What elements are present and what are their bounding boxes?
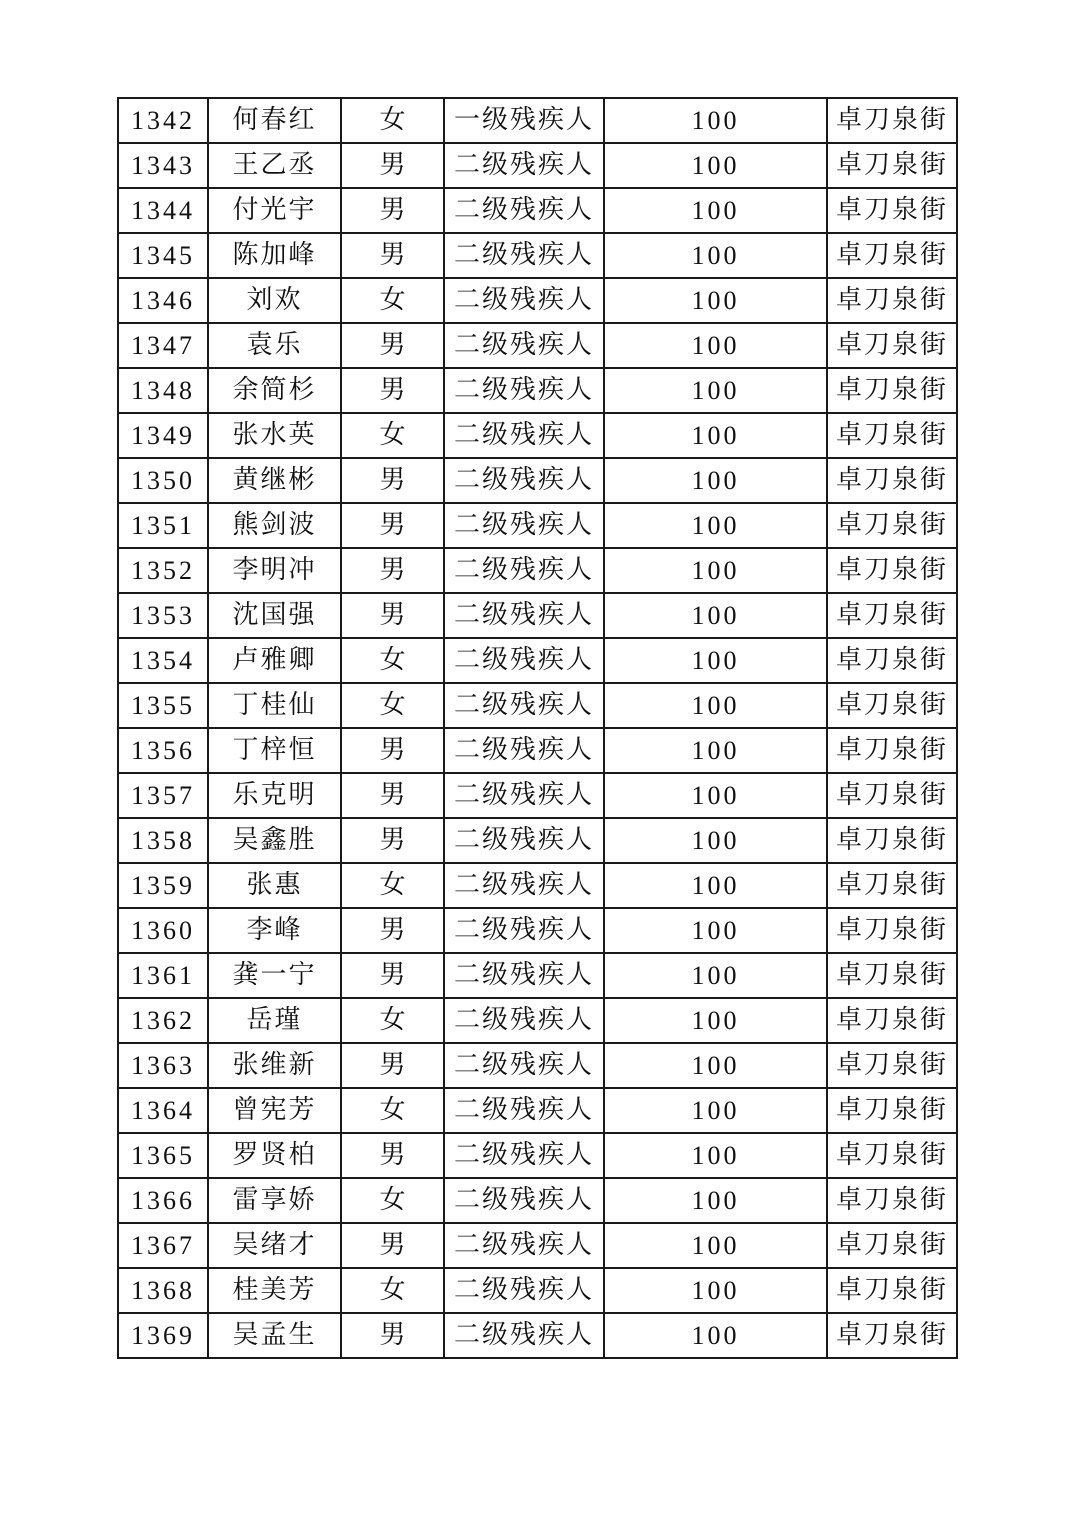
name-cell: 曾宪芳	[208, 1088, 341, 1133]
disability-grade-cell: 二级残疾人	[444, 368, 604, 413]
gender-cell: 男	[341, 1313, 444, 1358]
amount-cell: 100	[604, 323, 827, 368]
disability-grade-cell: 二级残疾人	[444, 188, 604, 233]
street-cell: 卓刀泉街	[827, 323, 957, 368]
disability-grade-cell: 二级残疾人	[444, 998, 604, 1043]
table-row	[118, 728, 957, 773]
disability-grade-cell: 二级残疾人	[444, 1043, 604, 1088]
name-cell: 李明冲	[208, 548, 341, 593]
amount-cell: 100	[604, 503, 827, 548]
amount-cell: 100	[604, 593, 827, 638]
serial-number-cell: 1347	[118, 323, 208, 368]
gender-cell: 女	[341, 1088, 444, 1133]
name-cell: 张维新	[208, 1043, 341, 1088]
disability-grade-cell: 二级残疾人	[444, 458, 604, 503]
street-cell: 卓刀泉街	[827, 1313, 957, 1358]
disability-grade-cell: 二级残疾人	[444, 1313, 604, 1358]
serial-number-cell: 1362	[118, 998, 208, 1043]
gender-cell: 女	[341, 1268, 444, 1313]
gender-cell: 女	[341, 998, 444, 1043]
street-cell: 卓刀泉街	[827, 1178, 957, 1223]
serial-number-cell: 1366	[118, 1178, 208, 1223]
name-cell: 袁乐	[208, 323, 341, 368]
disability-grade-cell: 二级残疾人	[444, 548, 604, 593]
serial-number-cell: 1352	[118, 548, 208, 593]
name-cell: 卢雅卿	[208, 638, 341, 683]
serial-number-cell: 1368	[118, 1268, 208, 1313]
street-cell: 卓刀泉街	[827, 728, 957, 773]
amount-cell: 100	[604, 1088, 827, 1133]
serial-number-cell: 1358	[118, 818, 208, 863]
amount-cell: 100	[604, 818, 827, 863]
gender-cell: 男	[341, 593, 444, 638]
table-row	[118, 233, 957, 278]
serial-number-cell: 1345	[118, 233, 208, 278]
serial-number-cell: 1359	[118, 863, 208, 908]
disability-grade-cell: 二级残疾人	[444, 1268, 604, 1313]
name-cell: 刘欢	[208, 278, 341, 323]
street-cell: 卓刀泉街	[827, 233, 957, 278]
disability-grade-cell: 二级残疾人	[444, 413, 604, 458]
roster-table-body	[118, 98, 957, 1358]
table-row	[118, 548, 957, 593]
street-cell: 卓刀泉街	[827, 1088, 957, 1133]
serial-number-cell: 1365	[118, 1133, 208, 1178]
gender-cell: 男	[341, 368, 444, 413]
disability-grade-cell: 二级残疾人	[444, 278, 604, 323]
street-cell: 卓刀泉街	[827, 143, 957, 188]
street-cell: 卓刀泉街	[827, 908, 957, 953]
gender-cell: 男	[341, 548, 444, 593]
amount-cell: 100	[604, 1223, 827, 1268]
serial-number-cell: 1353	[118, 593, 208, 638]
name-cell: 黄继彬	[208, 458, 341, 503]
name-cell: 岳瑾	[208, 998, 341, 1043]
street-cell: 卓刀泉街	[827, 638, 957, 683]
serial-number-cell: 1361	[118, 953, 208, 998]
amount-cell: 100	[604, 98, 827, 143]
table-row	[118, 593, 957, 638]
serial-number-cell: 1357	[118, 773, 208, 818]
disability-grade-cell: 二级残疾人	[444, 863, 604, 908]
street-cell: 卓刀泉街	[827, 458, 957, 503]
disability-grade-cell: 二级残疾人	[444, 593, 604, 638]
street-cell: 卓刀泉街	[827, 773, 957, 818]
gender-cell: 男	[341, 818, 444, 863]
name-cell: 龚一宁	[208, 953, 341, 998]
street-cell: 卓刀泉街	[827, 278, 957, 323]
gender-cell: 男	[341, 1223, 444, 1268]
street-cell: 卓刀泉街	[827, 1268, 957, 1313]
name-cell: 王乙丞	[208, 143, 341, 188]
table-row	[118, 638, 957, 683]
name-cell: 陈加峰	[208, 233, 341, 278]
table-row	[118, 188, 957, 233]
serial-number-cell: 1348	[118, 368, 208, 413]
disability-grade-cell: 二级残疾人	[444, 908, 604, 953]
name-cell: 丁桂仙	[208, 683, 341, 728]
disability-grade-cell: 二级残疾人	[444, 728, 604, 773]
disability-grade-cell: 二级残疾人	[444, 233, 604, 278]
table-row	[118, 1133, 957, 1178]
name-cell: 吴绪才	[208, 1223, 341, 1268]
table-row	[118, 143, 957, 188]
gender-cell: 男	[341, 1043, 444, 1088]
street-cell: 卓刀泉街	[827, 1043, 957, 1088]
gender-cell: 男	[341, 773, 444, 818]
street-cell: 卓刀泉街	[827, 593, 957, 638]
serial-number-cell: 1351	[118, 503, 208, 548]
disability-grade-cell: 二级残疾人	[444, 1178, 604, 1223]
street-cell: 卓刀泉街	[827, 368, 957, 413]
table-row	[118, 1178, 957, 1223]
gender-cell: 女	[341, 1178, 444, 1223]
table-row	[118, 1268, 957, 1313]
street-cell: 卓刀泉街	[827, 548, 957, 593]
gender-cell: 男	[341, 143, 444, 188]
amount-cell: 100	[604, 278, 827, 323]
street-cell: 卓刀泉街	[827, 1223, 957, 1268]
name-cell: 吴鑫胜	[208, 818, 341, 863]
amount-cell: 100	[604, 998, 827, 1043]
amount-cell: 100	[604, 1268, 827, 1313]
disability-grade-cell: 二级残疾人	[444, 818, 604, 863]
serial-number-cell: 1343	[118, 143, 208, 188]
serial-number-cell: 1344	[118, 188, 208, 233]
gender-cell: 女	[341, 638, 444, 683]
gender-cell: 女	[341, 863, 444, 908]
name-cell: 付光宇	[208, 188, 341, 233]
name-cell: 桂美芳	[208, 1268, 341, 1313]
amount-cell: 100	[604, 728, 827, 773]
amount-cell: 100	[604, 1178, 827, 1223]
amount-cell: 100	[604, 368, 827, 413]
disability-grade-cell: 二级残疾人	[444, 143, 604, 188]
table-row	[118, 773, 957, 818]
gender-cell: 男	[341, 233, 444, 278]
serial-number-cell: 1349	[118, 413, 208, 458]
table-row	[118, 818, 957, 863]
serial-number-cell: 1342	[118, 98, 208, 143]
table-row	[118, 998, 957, 1043]
amount-cell: 100	[604, 908, 827, 953]
table-row	[118, 1313, 957, 1358]
name-cell: 何春红	[208, 98, 341, 143]
serial-number-cell: 1364	[118, 1088, 208, 1133]
gender-cell: 男	[341, 503, 444, 548]
street-cell: 卓刀泉街	[827, 98, 957, 143]
amount-cell: 100	[604, 188, 827, 233]
table-row	[118, 323, 957, 368]
gender-cell: 女	[341, 683, 444, 728]
amount-cell: 100	[604, 1133, 827, 1178]
disability-grade-cell: 二级残疾人	[444, 683, 604, 728]
table-row	[118, 863, 957, 908]
street-cell: 卓刀泉街	[827, 818, 957, 863]
amount-cell: 100	[604, 773, 827, 818]
amount-cell: 100	[604, 1043, 827, 1088]
name-cell: 李峰	[208, 908, 341, 953]
amount-cell: 100	[604, 458, 827, 503]
gender-cell: 男	[341, 188, 444, 233]
amount-cell: 100	[604, 953, 827, 998]
gender-cell: 男	[341, 728, 444, 773]
gender-cell: 女	[341, 98, 444, 143]
table-row	[118, 458, 957, 503]
serial-number-cell: 1356	[118, 728, 208, 773]
gender-cell: 女	[341, 413, 444, 458]
gender-cell: 男	[341, 953, 444, 998]
table-row	[118, 1088, 957, 1133]
street-cell: 卓刀泉街	[827, 188, 957, 233]
table-row	[118, 1043, 957, 1088]
serial-number-cell: 1367	[118, 1223, 208, 1268]
name-cell: 吴孟生	[208, 1313, 341, 1358]
serial-number-cell: 1363	[118, 1043, 208, 1088]
gender-cell: 男	[341, 323, 444, 368]
name-cell: 丁梓恒	[208, 728, 341, 773]
gender-cell: 男	[341, 458, 444, 503]
serial-number-cell: 1354	[118, 638, 208, 683]
street-cell: 卓刀泉街	[827, 413, 957, 458]
table-row	[118, 98, 957, 143]
name-cell: 罗贤柏	[208, 1133, 341, 1178]
gender-cell: 男	[341, 1133, 444, 1178]
amount-cell: 100	[604, 143, 827, 188]
table-row	[118, 683, 957, 728]
roster-table	[117, 97, 958, 1359]
name-cell: 熊剑波	[208, 503, 341, 548]
table-row	[118, 413, 957, 458]
disability-grade-cell: 二级残疾人	[444, 638, 604, 683]
name-cell: 雷享娇	[208, 1178, 341, 1223]
name-cell: 乐克明	[208, 773, 341, 818]
street-cell: 卓刀泉街	[827, 503, 957, 548]
table-row	[118, 1223, 957, 1268]
disability-grade-cell: 二级残疾人	[444, 323, 604, 368]
street-cell: 卓刀泉街	[827, 953, 957, 998]
table-row	[118, 503, 957, 548]
name-cell: 张水英	[208, 413, 341, 458]
disability-grade-cell: 二级残疾人	[444, 1223, 604, 1268]
table-row	[118, 368, 957, 413]
table-row	[118, 908, 957, 953]
disability-grade-cell: 一级残疾人	[444, 98, 604, 143]
serial-number-cell: 1355	[118, 683, 208, 728]
disability-grade-cell: 二级残疾人	[444, 773, 604, 818]
amount-cell: 100	[604, 413, 827, 458]
name-cell: 余简杉	[208, 368, 341, 413]
disability-grade-cell: 二级残疾人	[444, 1088, 604, 1133]
table-row	[118, 278, 957, 323]
name-cell: 沈国强	[208, 593, 341, 638]
disability-grade-cell: 二级残疾人	[444, 503, 604, 548]
amount-cell: 100	[604, 1313, 827, 1358]
serial-number-cell: 1350	[118, 458, 208, 503]
disability-grade-cell: 二级残疾人	[444, 1133, 604, 1178]
gender-cell: 女	[341, 278, 444, 323]
street-cell: 卓刀泉街	[827, 1133, 957, 1178]
amount-cell: 100	[604, 863, 827, 908]
table-row	[118, 953, 957, 998]
amount-cell: 100	[604, 638, 827, 683]
serial-number-cell: 1369	[118, 1313, 208, 1358]
street-cell: 卓刀泉街	[827, 683, 957, 728]
serial-number-cell: 1360	[118, 908, 208, 953]
street-cell: 卓刀泉街	[827, 998, 957, 1043]
amount-cell: 100	[604, 683, 827, 728]
disability-grade-cell: 二级残疾人	[444, 953, 604, 998]
street-cell: 卓刀泉街	[827, 863, 957, 908]
serial-number-cell: 1346	[118, 278, 208, 323]
amount-cell: 100	[604, 548, 827, 593]
gender-cell: 男	[341, 908, 444, 953]
amount-cell: 100	[604, 233, 827, 278]
name-cell: 张惠	[208, 863, 341, 908]
